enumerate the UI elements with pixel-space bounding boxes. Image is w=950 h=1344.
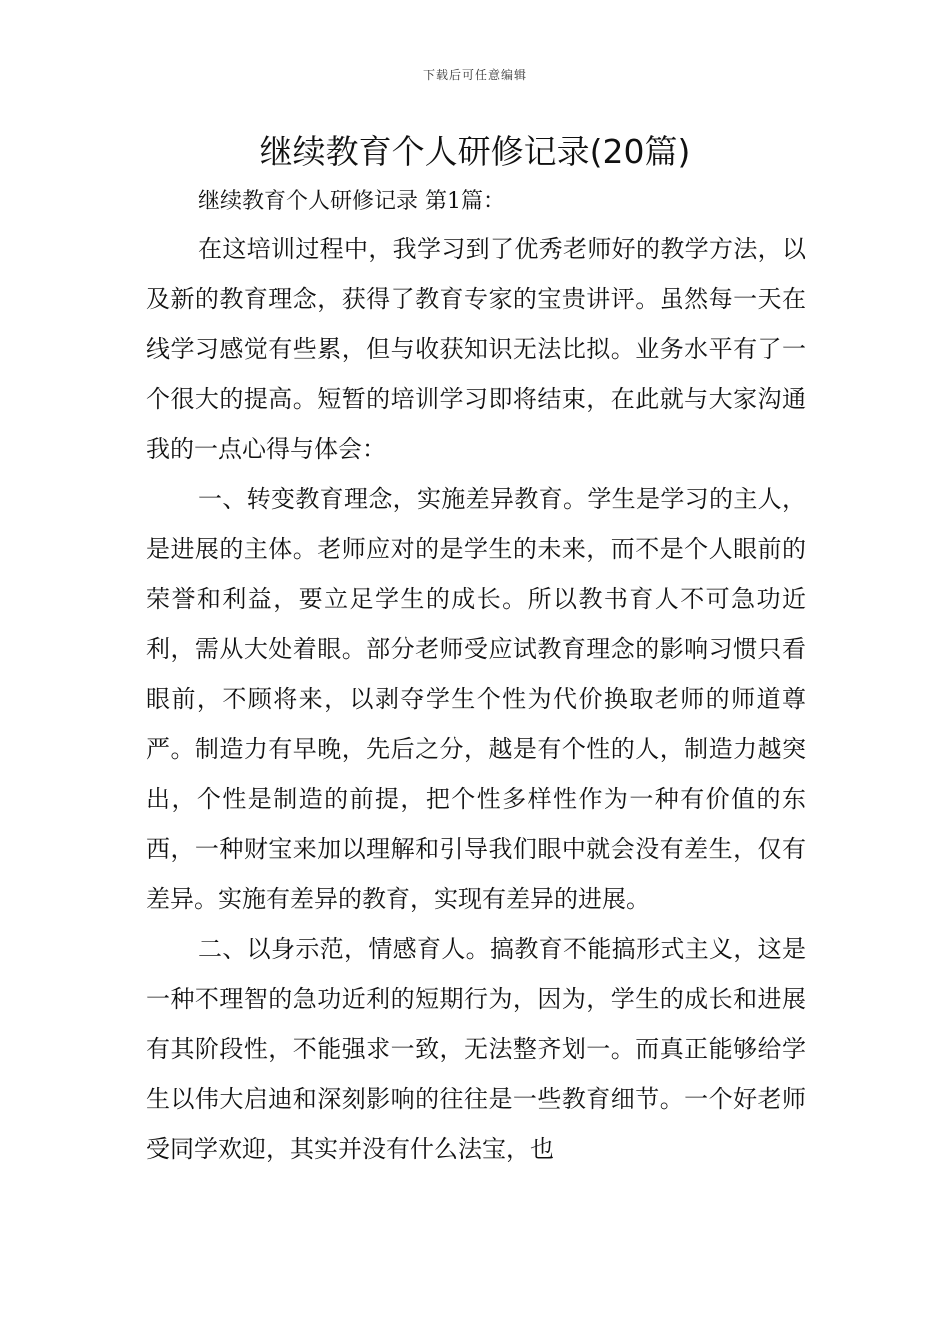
document-body bbox=[146, 224, 806, 1174]
paragraph-section-two: 二、以身示范，情感育人。搞教育不能搞形式主义，这是一种不理智的急功近利的短期行为，因为，学生的成长和进展有其阶段性，不能强求一致，无法整齐划一。而真正能够给学生以伟大启迪和深刻影响的往往是一些教育细节。一个好老师受同学欢迎，其实并没有什么法宝，也 bbox=[146, 935, 806, 1163]
document-title: 继续教育个人研修记录(20篇) bbox=[259, 132, 691, 171]
header-note: 下载后可任意编辑 bbox=[422, 68, 527, 82]
paragraph-intro: 在这培训过程中，我学习到了优秀老师好的教学方法，以及新的教育理念，获得了教育专家的宝贵讲评。虽然每一天在线学习感觉有些累，但与收获知识无法比拟。业务水平有了一个很大的提高。短暂的培训学习即将结束，在此就与大家沟通我的一点心得与体会： bbox=[146, 235, 806, 463]
paragraph-section-one: 一、转变教育理念，实施差异教育。学生是学习的主人，是进展的主体。老师应对的是学生的未来，而不是个人眼前的荣誉和利益，要立足学生的成长。所以教书育人不可急功近利，需从大处着眼。部分老师受应试教育理念的影响习惯只看眼前，不顾将来，以剥夺学生个性为代价换取老师的师道尊严。制造力有早晚，先后之分，越是有个性的人，制造力越突出，个性是制造的前提，把个性多样性作为一种有价值的东西，一种财宝来加以理解和引导我们眼中就会没有差生，仅有差异。实施有差异的教育，实现有差异的进展。 bbox=[146, 485, 806, 913]
document-subtitle: 继续教育个人研修记录 第1篇： bbox=[198, 189, 505, 214]
